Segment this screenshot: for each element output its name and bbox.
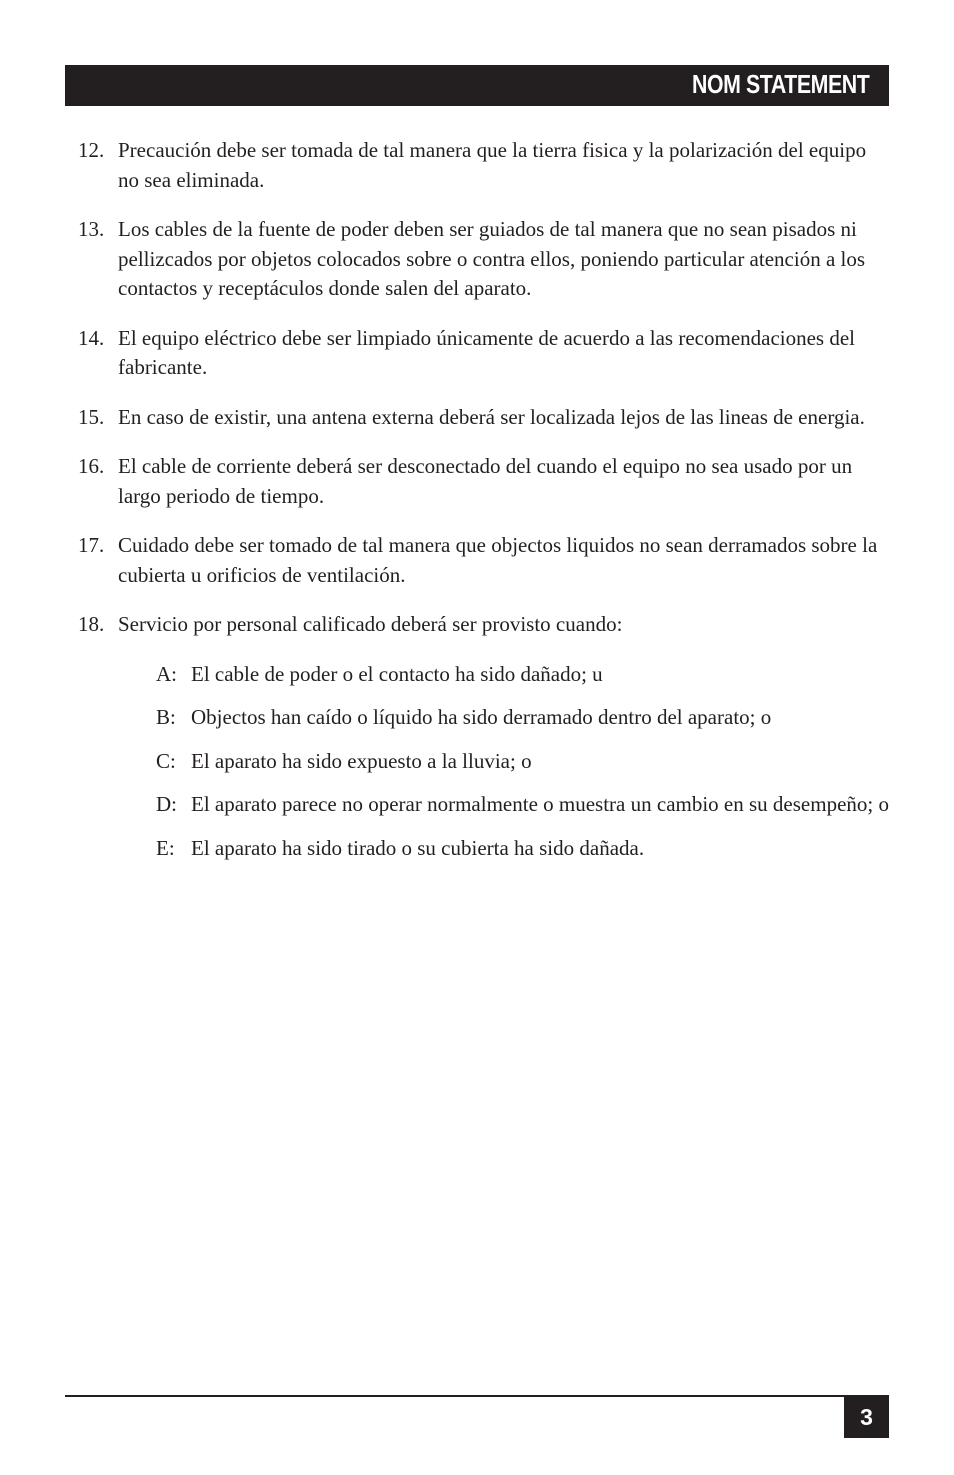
sub-list-item — [156, 834, 890, 864]
sub-item-text: Objectos han caído o líquido ha sido derramado dentro del aparato; o — [191, 705, 772, 729]
list-item — [78, 452, 890, 511]
list-item — [78, 403, 890, 433]
sub-list-item — [156, 790, 890, 820]
list-item — [78, 531, 890, 590]
item-text: Servicio por personal calificado deberá ser provisto cuando: — [118, 612, 623, 636]
list-item — [78, 215, 890, 304]
item-text: En caso de existir, una antena externa deberá ser localizada lejos de las lineas de energia. — [118, 404, 865, 429]
sub-list-item — [156, 747, 890, 777]
item-number: 12. — [78, 138, 105, 162]
item-number: 15. — [78, 404, 105, 429]
item-text: El equipo eléctrico debe ser limpiado únicamente de acuerdo a las recomendaciones del fabricante. — [118, 325, 856, 379]
header-bar — [65, 65, 889, 106]
footer-divider — [65, 1395, 889, 1397]
sub-item-letter: B: — [156, 705, 176, 729]
item-text: Los cables de la fuente de poder deben ser guiados de tal manera que no sean pisados ni pellizcados por objetos colocados sobre o contra ellos, poniendo particular atención a los contactos y receptáculos donde salen del aparato. — [118, 217, 866, 300]
list-item — [78, 324, 890, 383]
item-number: 14. — [78, 325, 105, 350]
sub-list-item — [156, 660, 890, 690]
statement-list — [78, 136, 890, 883]
item-text: El cable de corriente deberá ser desconectado del cuando el equipo no sea usado por un largo periodo de tiempo. — [118, 454, 853, 508]
sub-item-letter: E: — [156, 835, 175, 860]
list-item — [78, 136, 890, 195]
sub-item-letter: C: — [156, 748, 176, 773]
sub-item-text: El cable de poder o el contacto ha sido dañado; u — [191, 661, 603, 686]
page-number: 3 — [860, 1404, 873, 1430]
item-number: 17. — [78, 533, 105, 557]
sub-list — [118, 660, 890, 864]
page-number-box — [844, 1397, 889, 1438]
item-number: 18. — [78, 612, 105, 636]
item-number: 16. — [78, 454, 105, 478]
sub-item-text: El aparato parece no operar normalmente o muestra un cambio en su desempeño; o — [191, 792, 889, 816]
sub-item-letter: D: — [156, 792, 177, 816]
sub-item-letter: A: — [156, 661, 177, 686]
page-title: NOM STATEMENT — [691, 69, 869, 99]
sub-list-item — [156, 703, 890, 733]
item-text: Precaución debe ser tomada de tal manera que la tierra fisica y la polarización del equipo no sea eliminada. — [118, 138, 867, 192]
sub-item-text: El aparato ha sido expuesto a la lluvia; o — [191, 748, 532, 773]
sub-item-text: El aparato ha sido tirado o su cubierta ha sido dañada. — [191, 835, 645, 860]
item-text: Cuidado debe ser tomado de tal manera que objectos liquidos no sean derramados sobre la cubierta u orificios de ventilación. — [118, 533, 878, 587]
list-item — [78, 610, 890, 863]
item-number: 13. — [78, 217, 105, 241]
